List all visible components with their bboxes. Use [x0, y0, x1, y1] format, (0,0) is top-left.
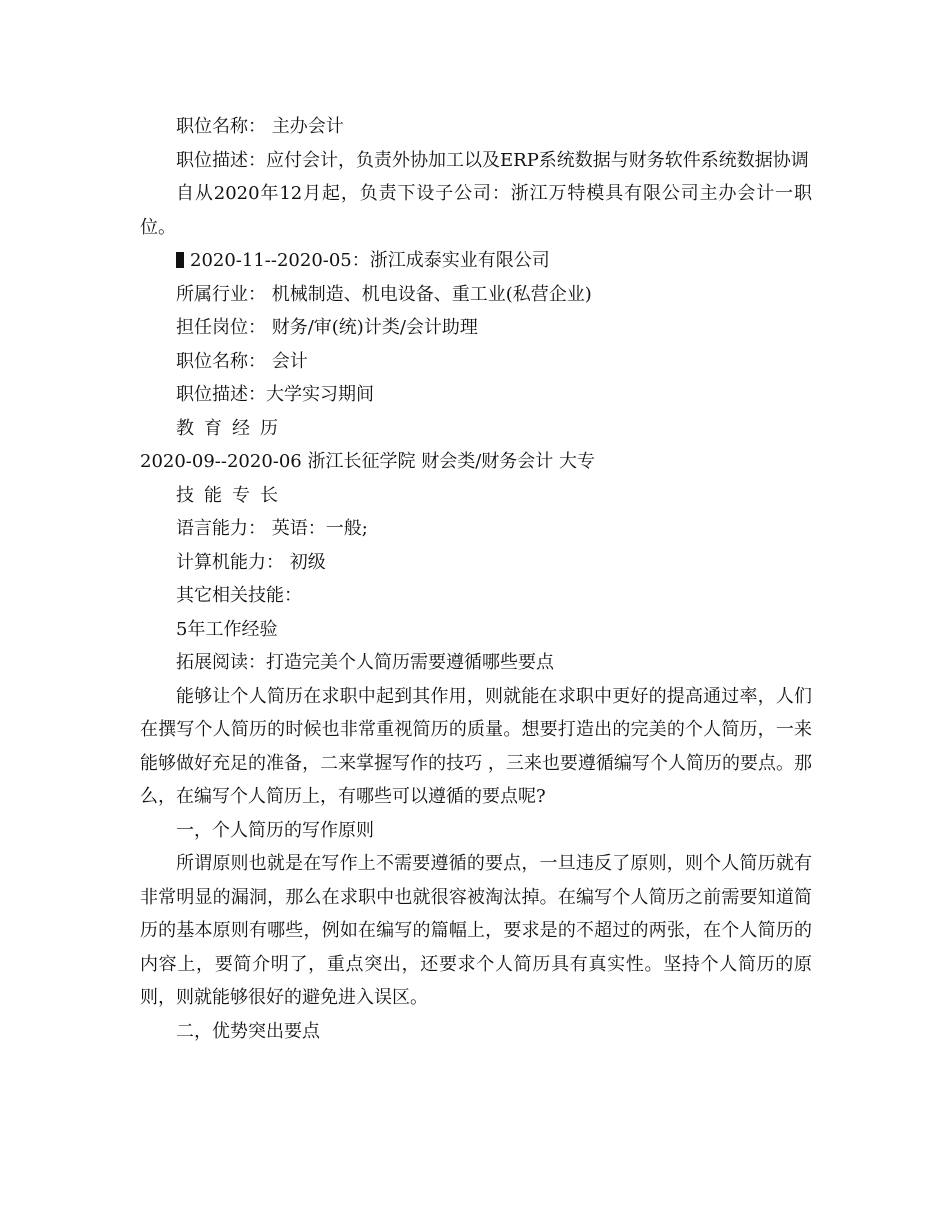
principles-paragraph: 所谓原则也就是在写作上不需要遵循的要点，一旦违反了原则，则个人简历就有非常明显的漏洞，那么在求职中也就很容被淘汰掉。在编写个人简历之前需要知道简历的基本原则有哪些，例如在编写的篇幅上，要求是的不超过的两张，在个人简历的内容上，要简介明了，重点突出，还要求个人简历具有真实性。坚持个人简历的原则，则就能够很好的避免进入误区。 [140, 853, 812, 1008]
section-heading-2: 二，优势突出要点 [176, 1020, 320, 1042]
bullet-icon [176, 252, 184, 268]
computer-skill-line: 计算机能力： 初级 [176, 551, 326, 573]
education-heading: 教育经历 [176, 417, 288, 439]
position-title-line: 职位名称： 主办会计 [176, 116, 344, 137]
experience-years-line: 5年工作经验 [176, 618, 278, 640]
job-entry-text: 2020-11--2020-05：浙江成泰实业有限公司 [190, 250, 550, 271]
position-description-line-2: 职位描述：大学实习期间 [176, 384, 374, 405]
extended-reading-title: 拓展阅读：打造完美个人简历需要遵循哪些要点 [176, 652, 554, 673]
section-heading-1: 一，个人简历的写作原则 [176, 819, 374, 841]
language-skill-line: 语言能力： 英语：一般; [176, 518, 368, 539]
post-line: 担任岗位： 财务/审(统)计类/会计助理 [176, 317, 478, 338]
education-entry: 2020-09--2020-06 浙江长征学院 财会类/财务会计 大专 [140, 451, 595, 472]
other-skills-line: 其它相关技能： [176, 585, 302, 606]
subsidiary-paragraph: 自从2020年12月起，负责下设子公司：浙江万特模具有限公司主办会计一职位。 [140, 183, 812, 238]
skills-heading: 技能专长 [176, 484, 288, 506]
industry-line: 所属行业： 机械制造、机电设备、重工业(私营企业) [176, 283, 592, 305]
intro-paragraph: 能够让个人简历在求职中起到其作用，则就能在求职中更好的提高通过率，人们在撰写个人简历的时候也非常重视简历的质量。想要打造出的完美的个人简历，一来能够做好充足的准备，二来掌握写作的技巧 ，三来也要遵循编写个人简历的要点。那么，在编写个人简历上，有哪些可以遵循的要点呢? [140, 685, 812, 807]
position-description-paragraph: 职位描述：应付会计，负责外协加工以及ERP系统数据与财务软件系统数据协调 [176, 149, 809, 171]
job-entry-heading [140, 244, 812, 278]
position-title-line-2: 职位名称： 会计 [176, 350, 308, 372]
